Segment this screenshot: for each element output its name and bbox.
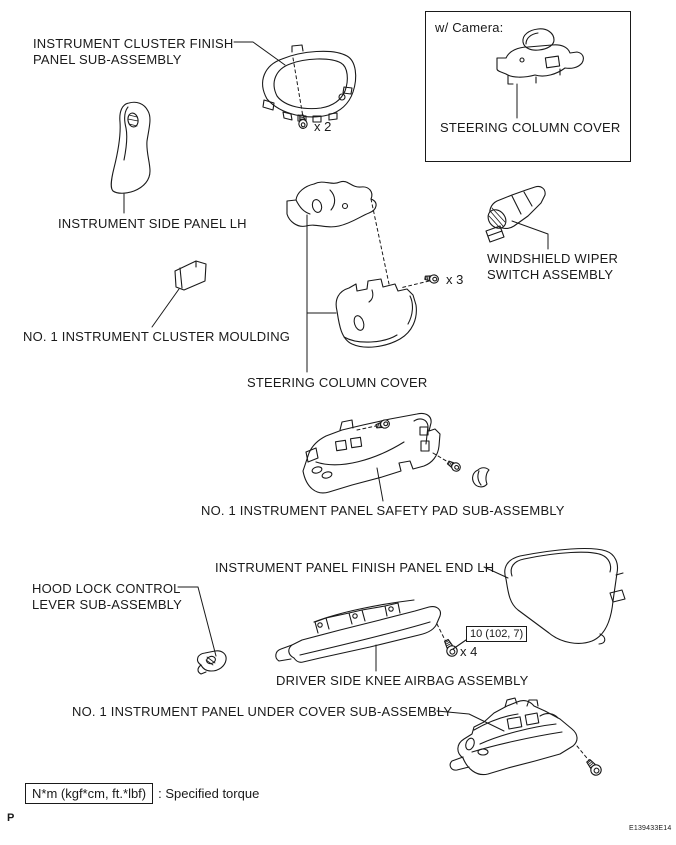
callout-screw-count-x3: x 3 [446,272,464,287]
label-windshield-wiper-switch [487,251,618,283]
label-instrument-cluster-moulding [23,329,290,345]
label-instrument-panel-finish-panel-end-lh [215,560,494,576]
label-line: INSTRUMENT SIDE PANEL LH [58,216,247,231]
figure-code: E139433E14 [629,825,672,832]
label-line: w/ Camera: [435,20,504,35]
label-line: LEVER SUB-ASSEMBLY [32,597,183,612]
instrument-panel-safety-pad-drawing [303,413,462,492]
label-line: INSTRUMENT CLUSTER FINISH [33,36,234,51]
torque-symbol-meaning: : Specified torque [158,786,260,801]
label-instrument-side-panel-lh [58,216,247,232]
callout-screw-count-x2: x 2 [314,119,332,134]
label-line: NO. 1 INSTRUMENT CLUSTER MOULDING [23,329,291,344]
inset-part-label [440,120,620,136]
instrument-cluster-moulding-drawing [175,261,206,290]
instrument-side-panel-lh-drawing [111,102,150,193]
label-line: NO. 1 INSTRUMENT PANEL UNDER COVER SUB-ASSEMBLY [72,704,453,719]
driver-side-knee-airbag-drawing [276,600,466,662]
label-line: NO. 1 INSTRUMENT PANEL SAFETY PAD SUB-ASSEMBLY [201,503,565,518]
safety-pad-clip-drawing [473,468,489,487]
label-line: STEERING COLUMN COVER [440,120,621,135]
instrument-cluster-finish-panel-drawing [263,45,356,129]
label-line: SWITCH ASSEMBLY [487,267,614,282]
inset-title [435,20,503,36]
label-line: PANEL SUB-ASSEMBLY [33,52,182,67]
label-instrument-cluster-finish-panel [33,36,234,68]
label-line: HOOD LOCK CONTROL [32,581,181,596]
hood-lock-control-lever-drawing [198,651,227,674]
instrument-panel-under-cover-drawing [450,698,603,777]
page-marker: P [7,812,15,824]
label-line: INSTRUMENT PANEL FINISH PANEL END LH [215,560,495,575]
torque-symbol-box: N*m (kgf*cm, ft.*lbf) [25,783,153,804]
label-instrument-panel-safety-pad [201,503,565,519]
windshield-wiper-switch-drawing [484,186,545,242]
label-instrument-panel-under-cover [72,704,452,720]
torque-legend [25,783,259,804]
torque-spec-box: 10 (102, 7) [466,626,527,642]
steering-column-cover-upper-drawing [287,181,376,226]
label-steering-column-cover [247,375,427,391]
label-line: STEERING COLUMN COVER [247,375,428,390]
label-driver-side-knee-airbag [276,673,529,689]
label-line: WINDSHIELD WIPER [487,251,619,266]
label-line: DRIVER SIDE KNEE AIRBAG ASSEMBLY [276,673,529,688]
label-hood-lock-control-lever [32,581,182,613]
callout-bolt-count-x4: x 4 [460,644,478,659]
